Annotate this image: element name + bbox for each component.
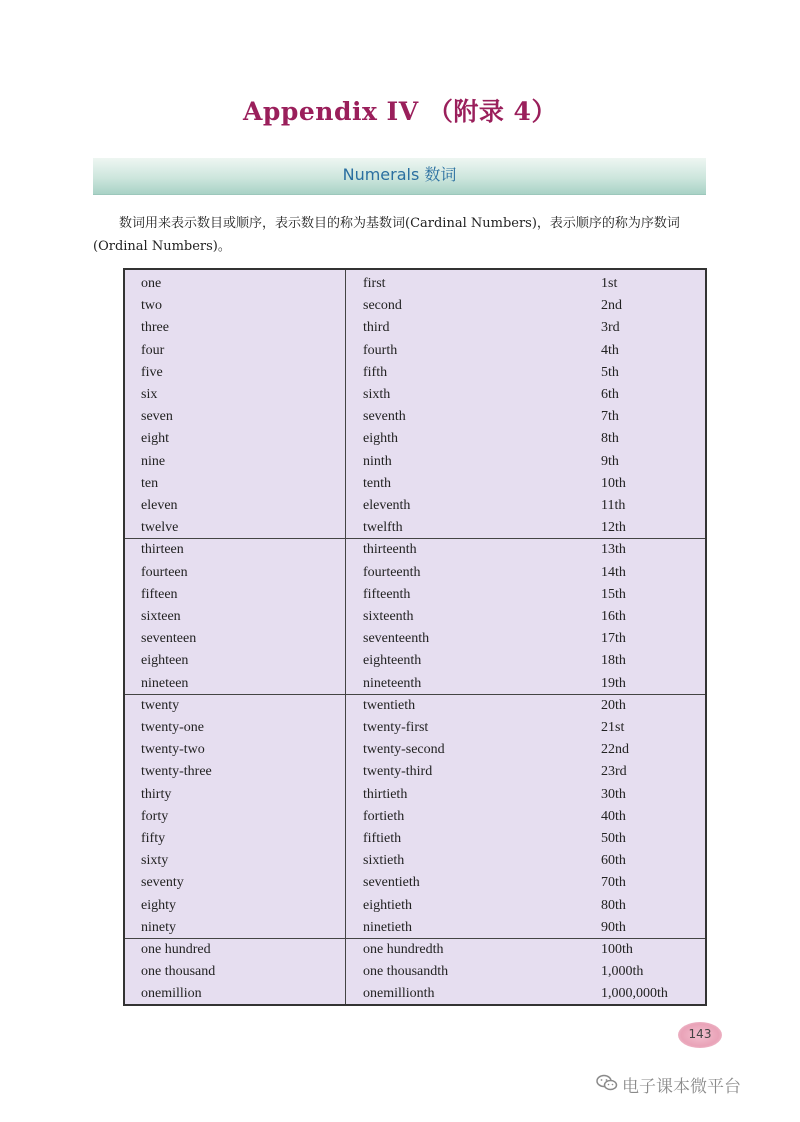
cardinal-cell: four: [141, 342, 165, 358]
ordinal-cell: fiftieth: [363, 831, 402, 846]
cardinal-cell: eleven: [141, 498, 178, 513]
ordinal-cell: first: [363, 276, 386, 291]
cardinal-cell: sixteen: [141, 609, 181, 624]
table-row: [125, 784, 705, 806]
ordinal-cell: nineteenth: [363, 675, 422, 691]
abbreviation-cell: 5th: [601, 364, 619, 380]
cardinal-cell: seventeen: [141, 631, 197, 647]
cardinal-cell: forty: [141, 808, 169, 824]
cardinal-cell: one hundred: [141, 942, 211, 957]
abbreviation-cell: 1,000,000th: [601, 986, 668, 1002]
ordinal-cell: eightieth: [363, 897, 412, 913]
abbreviation-cell: 90th: [601, 919, 626, 935]
section-banner-title: Numerals 数词: [342, 165, 457, 184]
table-row: [125, 895, 705, 917]
table-row: [125, 650, 705, 672]
cardinal-cell: eighteen: [141, 653, 189, 669]
abbreviation-cell: 13th: [601, 542, 626, 558]
cardinal-cell: seventy: [141, 875, 184, 891]
abbreviation-cell: 1,000th: [601, 964, 644, 980]
table-row: [125, 539, 705, 561]
ordinal-cell: second: [363, 298, 402, 314]
abbreviation-cell: 10th: [601, 475, 626, 491]
table-row: [125, 517, 705, 539]
cardinal-cell: twenty: [141, 697, 180, 713]
intro-paragraph: 数词用来表示数目或顺序，表示数目的称为基数词(Cardinal Numbers)，表示顺序的称为序数词(Ordinal Numbers)。: [93, 216, 680, 254]
ordinal-cell: fourth: [363, 342, 398, 358]
abbreviation-cell: 23rd: [601, 764, 627, 780]
ordinal-cell: third: [363, 320, 390, 336]
abbreviation-cell: 2nd: [601, 298, 622, 314]
watermark: [596, 1074, 741, 1100]
group-separator: [125, 694, 705, 695]
ordinal-cell: fifth: [363, 364, 388, 380]
table-row: [125, 406, 705, 428]
table-row: [125, 584, 705, 606]
abbreviation-cell: 14th: [601, 564, 626, 580]
ordinal-cell: one thousandth: [363, 964, 449, 980]
ordinal-cell: thirtieth: [363, 786, 408, 802]
abbreviation-cell: 11th: [601, 498, 626, 513]
abbreviation-cell: 40th: [601, 808, 626, 824]
table-row: [125, 606, 705, 628]
abbreviation-cell: 15th: [601, 586, 626, 602]
abbreviation-cell: 80th: [601, 897, 626, 913]
table-row: [125, 473, 705, 495]
cardinal-cell: three: [141, 320, 169, 336]
abbreviation-cell: 16th: [601, 609, 626, 624]
table-row: [125, 806, 705, 828]
ordinal-cell: sixteenth: [363, 609, 414, 624]
ordinal-cell: fortieth: [363, 808, 405, 824]
abbreviation-cell: 100th: [601, 942, 633, 957]
ordinal-cell: sixtieth: [363, 853, 405, 869]
table-row: [125, 273, 705, 295]
ordinal-cell: seventeenth: [363, 631, 430, 647]
table-row: [125, 362, 705, 384]
ordinal-cell: seventieth: [363, 875, 420, 891]
ordinal-cell: twenty-third: [363, 764, 433, 780]
cardinal-cell: twelve: [141, 520, 179, 536]
table-row: [125, 451, 705, 473]
cardinal-cell: one: [141, 276, 162, 291]
ordinal-cell: ninetieth: [363, 919, 412, 935]
cardinal-cell: one thousand: [141, 964, 216, 980]
abbreviation-cell: 4th: [601, 342, 619, 358]
abbreviation-cell: 9th: [601, 453, 619, 469]
section-banner: [93, 158, 706, 195]
ordinal-cell: twenty-second: [363, 742, 445, 758]
cardinal-cell: twenty-three: [141, 764, 212, 780]
table-row: [125, 961, 705, 983]
ordinal-cell: sixth: [363, 387, 391, 402]
ordinal-cell: twelfth: [363, 520, 403, 536]
table-row: [125, 828, 705, 850]
ordinal-cell: twenty-first: [363, 720, 429, 735]
table-row: [125, 562, 705, 584]
cardinal-cell: nine: [141, 453, 166, 469]
table-row: [125, 428, 705, 450]
ordinal-cell: tenth: [363, 475, 391, 491]
table-row: [125, 850, 705, 872]
ordinal-cell: fifteenth: [363, 586, 411, 602]
abbreviation-cell: 12th: [601, 520, 626, 536]
abbreviation-cell: 1st: [601, 276, 618, 291]
table-row: [125, 673, 705, 695]
ordinal-cell: eleventh: [363, 498, 411, 513]
cardinal-cell: eighty: [141, 897, 176, 913]
cardinal-cell: eight: [141, 431, 169, 447]
table-row: [125, 340, 705, 362]
ordinal-cell: twentieth: [363, 697, 416, 713]
cardinal-cell: six: [141, 387, 158, 402]
table-row: [125, 739, 705, 761]
abbreviation-cell: 22nd: [601, 742, 629, 758]
abbreviation-cell: 18th: [601, 653, 626, 669]
group-separator: [125, 538, 705, 539]
table-row: [125, 295, 705, 317]
abbreviation-cell: 70th: [601, 875, 626, 891]
cardinal-cell: twenty-two: [141, 742, 205, 758]
table-row: [125, 695, 705, 717]
cardinal-cell: fourteen: [141, 564, 188, 580]
ordinal-cell: ninth: [363, 453, 392, 469]
page-number: 143: [678, 1022, 722, 1048]
ordinal-cell: seventh: [363, 409, 406, 425]
abbreviation-cell: 7th: [601, 409, 619, 425]
cardinal-cell: sixty: [141, 853, 169, 869]
cardinal-cell: nineteen: [141, 675, 189, 691]
table-row: [125, 761, 705, 783]
cardinal-cell: seven: [141, 409, 173, 425]
ordinal-cell: eighth: [363, 431, 398, 447]
numerals-table: [123, 268, 707, 1006]
watermark-text: 电子课本微平台: [622, 1077, 741, 1097]
table-row: [125, 983, 705, 1005]
cardinal-cell: thirteen: [141, 542, 184, 558]
cardinal-cell: twenty-one: [141, 720, 204, 735]
cardinal-cell: fifteen: [141, 586, 178, 602]
table-row: [125, 939, 705, 961]
cardinal-cell: onemillion: [141, 986, 202, 1002]
cardinal-cell: ninety: [141, 919, 176, 935]
cardinal-cell: ten: [141, 475, 159, 491]
abbreviation-cell: 8th: [601, 431, 619, 447]
abbreviation-cell: 20th: [601, 697, 626, 713]
ordinal-cell: thirteenth: [363, 542, 417, 558]
abbreviation-cell: 60th: [601, 853, 626, 869]
abbreviation-cell: 19th: [601, 675, 626, 691]
ordinal-cell: onemillionth: [363, 986, 435, 1002]
table-row: [125, 917, 705, 939]
abbreviation-cell: 3rd: [601, 320, 620, 336]
ordinal-cell: fourteenth: [363, 564, 421, 580]
ordinal-cell: one hundredth: [363, 942, 444, 957]
table-row: [125, 317, 705, 339]
abbreviation-cell: 21st: [601, 720, 625, 735]
group-separator: [125, 938, 705, 939]
cardinal-cell: two: [141, 298, 162, 314]
abbreviation-cell: 30th: [601, 786, 626, 802]
ordinal-cell: eighteenth: [363, 653, 422, 669]
table-row: [125, 495, 705, 517]
abbreviation-cell: 17th: [601, 631, 626, 647]
table-row: [125, 384, 705, 406]
table-row: [125, 628, 705, 650]
cardinal-cell: thirty: [141, 786, 172, 802]
cardinal-cell: fifty: [141, 831, 166, 846]
abbreviation-cell: 6th: [601, 387, 619, 402]
cardinal-cell: five: [141, 364, 163, 380]
abbreviation-cell: 50th: [601, 831, 626, 846]
table-row: [125, 872, 705, 894]
page-title: Appendix IV （附录 4）: [243, 97, 557, 126]
wechat-icon: [596, 1074, 618, 1100]
table-row: [125, 717, 705, 739]
